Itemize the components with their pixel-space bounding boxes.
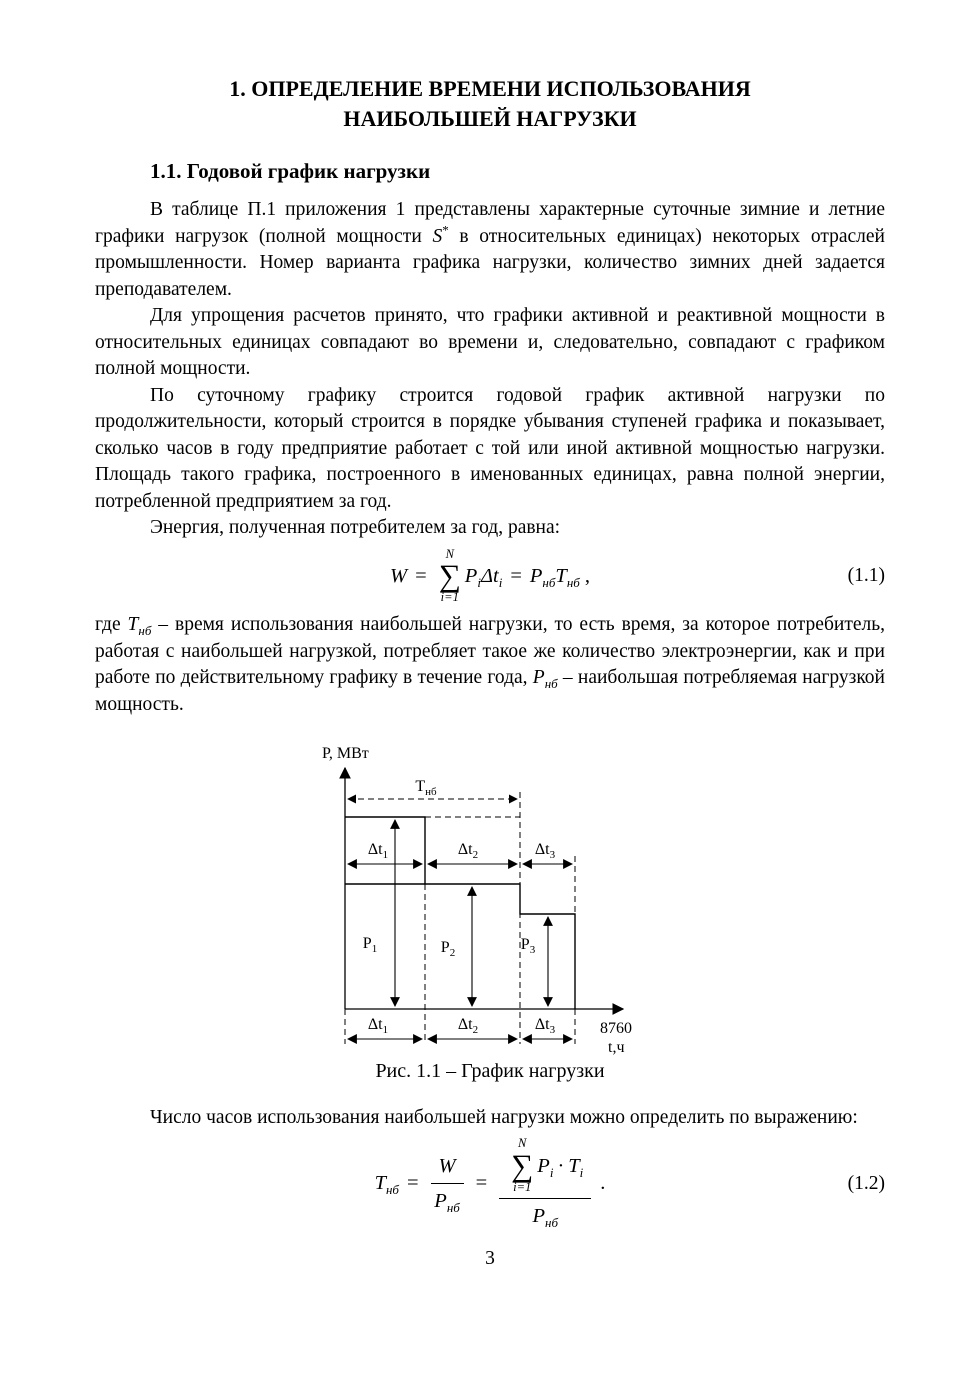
sub-nb: нб xyxy=(385,1182,399,1198)
x-axis-label: t,ч xyxy=(608,1039,625,1057)
paragraph-1-pre: В таблице П.1 приложения 1 представлены характерные суточные зимние и летние графики нагрузок (полной мощности xyxy=(95,199,885,247)
fraction-numerator xyxy=(431,1153,464,1185)
paragraph-5-mid: – время использования наибольшей нагрузки, то есть время, за которое потребитель, работая с наибольшей нагрузкой, потребляет такое же количество электроэнергии, как и при работе по действительному графику в течение года, xyxy=(95,614,885,689)
figure-caption: Рис. 1.1 – График нагрузки xyxy=(375,1060,605,1083)
sub-nb: нб xyxy=(542,574,556,590)
formula-1-2-body xyxy=(375,1137,606,1229)
var-W: W xyxy=(390,564,408,587)
comma: , xyxy=(584,564,590,587)
sub-i: i xyxy=(498,574,503,590)
equals-sign: = xyxy=(475,1172,488,1195)
var-s-superscript: * xyxy=(442,222,449,237)
formula-1-2 xyxy=(95,1137,885,1229)
var-T: T xyxy=(127,614,139,636)
fraction-numerator xyxy=(499,1137,591,1199)
equals-sign: = xyxy=(510,564,522,587)
paragraph-5 xyxy=(95,612,885,718)
term-Tnb xyxy=(375,1170,399,1197)
dt1-label-bottom: $\Delta t_1$ xyxy=(367,1016,389,1037)
var-P: P xyxy=(537,1154,550,1177)
page-title xyxy=(95,74,885,134)
equals-sign: = xyxy=(415,564,427,587)
title-line-1: 1. ОПРЕДЕЛЕНИЕ ВРЕМЕНИ ИСПОЛЬЗОВАНИЯ xyxy=(229,76,751,101)
term-Pi xyxy=(465,563,481,590)
y-axis-label: Р, МВт xyxy=(322,745,369,763)
var-T: T xyxy=(568,1154,580,1177)
multiplication-dot: · xyxy=(557,1154,565,1177)
sum-symbol xyxy=(435,548,465,605)
load-graph-chart xyxy=(320,744,660,1056)
x-max-label: 8760 xyxy=(600,1020,632,1038)
var-P: P xyxy=(434,1190,447,1213)
sub-i: i xyxy=(549,1164,554,1180)
sigma-icon: ∑ xyxy=(438,558,461,594)
term-dti xyxy=(481,563,502,590)
paragraph-5-tail: – наибольшая потребляемая нагрузкой мощность. xyxy=(95,667,885,715)
title-line-2: НАИБОЛЬШЕЙ НАГРУЗКИ xyxy=(343,106,637,131)
p2-label: $Р_2$ xyxy=(440,939,456,960)
paragraph-4: Энергия, полученная потребителем за год, равна: xyxy=(150,517,561,538)
formula-1-1 xyxy=(95,548,885,605)
var-T: T xyxy=(555,564,567,587)
formula-1-1-body xyxy=(390,548,590,605)
equation-number-1-2: (1.2) xyxy=(847,1172,885,1194)
sub-nb: нб xyxy=(544,676,558,692)
sigma-icon: ∑ xyxy=(511,1148,534,1184)
var-T: T xyxy=(374,1172,386,1195)
term-Tnb xyxy=(555,563,579,590)
var-dt: Δt xyxy=(480,564,499,587)
var-P: P xyxy=(532,1205,545,1228)
period: . xyxy=(600,1172,606,1195)
paragraph-6: Число часов использования наибольшей нагрузки можно определить по выражению: xyxy=(150,1106,858,1128)
fraction-denominator xyxy=(532,1199,558,1230)
p3-label: $Р_3$ xyxy=(520,936,536,957)
var-s: S xyxy=(432,225,443,247)
paragraph-2: Для упрощения расчетов принято, что графики активной и реактивной мощности в относительных единицах совпадают во времени и, следовательно, совпадают с графиком полной мощности. xyxy=(95,305,885,379)
sum-lower-limit: i=1 xyxy=(440,589,459,604)
var-P: P xyxy=(532,667,545,689)
dt2-label-middle: $\Delta t_2$ xyxy=(457,841,479,862)
section-heading: 1.1. Годовой график нагрузки xyxy=(150,159,431,183)
sub-nb: нб xyxy=(566,574,580,590)
tnb-label: $Т_{нб}$ xyxy=(415,778,437,799)
sub-nb: нб xyxy=(446,1200,460,1216)
dt3-label-middle: $\Delta t_3$ xyxy=(534,841,556,862)
sub-i: i xyxy=(579,1164,584,1180)
equation-number-1-1: (1.1) xyxy=(847,564,885,586)
term-Pi xyxy=(537,1153,553,1180)
fraction-W-over-Pnb xyxy=(431,1153,464,1215)
dashed-guides xyxy=(345,792,575,1044)
p1-label: $Р_1$ xyxy=(362,935,378,956)
sum-upper-limit: N xyxy=(445,546,454,561)
term-Pnb xyxy=(530,563,556,590)
paragraph-3: По суточному графику строится годовой график активной нагрузки по продолжительности, который строится в порядке убывания ступеней графика и показывает, сколько часов в году предприятие работает с той или иной активной мощностью нагрузки. Площадь такого графика, построенного в именованных единицах, равна полной энергии, потребленной предприятием за год. xyxy=(95,384,885,512)
fraction-sum-over-Pnb xyxy=(499,1137,591,1229)
paragraph-1-post: в относительных единицах) некоторых отраслей промышленности. Номер варианта графика нагрузки, количество зимних дней задается преподавателем. xyxy=(95,225,885,300)
fraction-denominator xyxy=(434,1184,460,1215)
chart-axes xyxy=(345,768,623,1009)
load-graph-figure xyxy=(95,744,885,1085)
term-Ti xyxy=(568,1153,583,1180)
sub-i: i xyxy=(477,574,481,590)
sum-upper-limit: N xyxy=(518,1136,527,1151)
sum-symbol xyxy=(507,1137,537,1194)
paragraph-1 xyxy=(95,197,885,303)
page-number: 3 xyxy=(485,1247,495,1269)
var-P: P xyxy=(529,564,543,587)
sum-lower-limit: i=1 xyxy=(513,1179,532,1194)
dt3-label-bottom: $\Delta t_3$ xyxy=(534,1016,556,1037)
paragraph-5-lead: где xyxy=(95,614,128,636)
var-P: P xyxy=(464,564,478,587)
dt2-label-bottom: $\Delta t_2$ xyxy=(457,1016,479,1037)
dt1-label-middle: $\Delta t_1$ xyxy=(367,841,389,862)
sub-nb: нб xyxy=(138,623,152,639)
var-W: W xyxy=(438,1154,456,1177)
sub-nb: нб xyxy=(545,1215,558,1231)
equals-sign: = xyxy=(406,1172,419,1195)
